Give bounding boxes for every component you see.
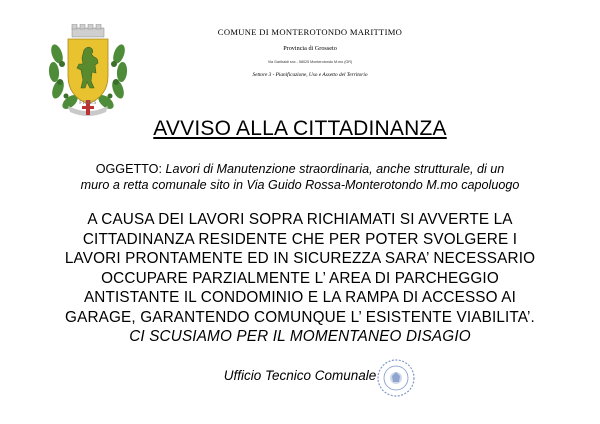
body-line: A CAUSA DEI LAVORI SOPRA RICHIAMATI SI AVVERTE LA [87,211,513,228]
settore-line: Settore 3 - Pianificazione, Uso e Assetto del Territorio [252,72,368,78]
apology-line: CI SCUSIAMO PER IL MOMENTANEO DISAGIO [129,328,471,345]
crest-motto: FIDES [79,100,97,106]
body-line: CITTADINANZA RESIDENTE CHE PER POTER SVOLGERE I [82,230,518,248]
oggetto-block [30,161,570,193]
comune-address: Via Garibaldi snc - 58025 Monterotondo M.mo (GR) [267,60,353,64]
notice-body [10,210,590,347]
body-line: OCCUPARE PARZIALMENTE L’ AREA DI PARCHEGGIO [101,269,499,287]
provincia-name: Provincia di Grosseto [283,45,337,52]
oggetto-label: OGGETTO: [95,162,162,176]
oggetto-text-line-2: muro a retta comunale sito in Via Guido Rossa-Monterotondo M.mo capoluogo [80,178,520,192]
body-line: ANTISTANTE IL CONDOMINIO E LA RAMPA DI ACCESSO AI [83,289,517,306]
body-line: GARAGE, GARANTENDO COMUNQUE L’ ESISTENTE VIABILITA’. [65,308,535,326]
official-stamp-icon [376,358,416,398]
notice-title: AVVISO ALLA CITTADINANZA [153,117,447,140]
comune-name: COMUNE DI MONTEROTONDO MARITTIMO [217,27,403,37]
signature-office: Ufficio Tecnico Comunale [223,368,377,383]
oggetto-text-line-1: Lavori di Manutenzione straordinaria, anche strutturale, di un [165,162,505,176]
body-line: LAVORI PRONTAMENTE ED IN SICUREZZA SARA’ NECESSARIO [64,250,536,267]
